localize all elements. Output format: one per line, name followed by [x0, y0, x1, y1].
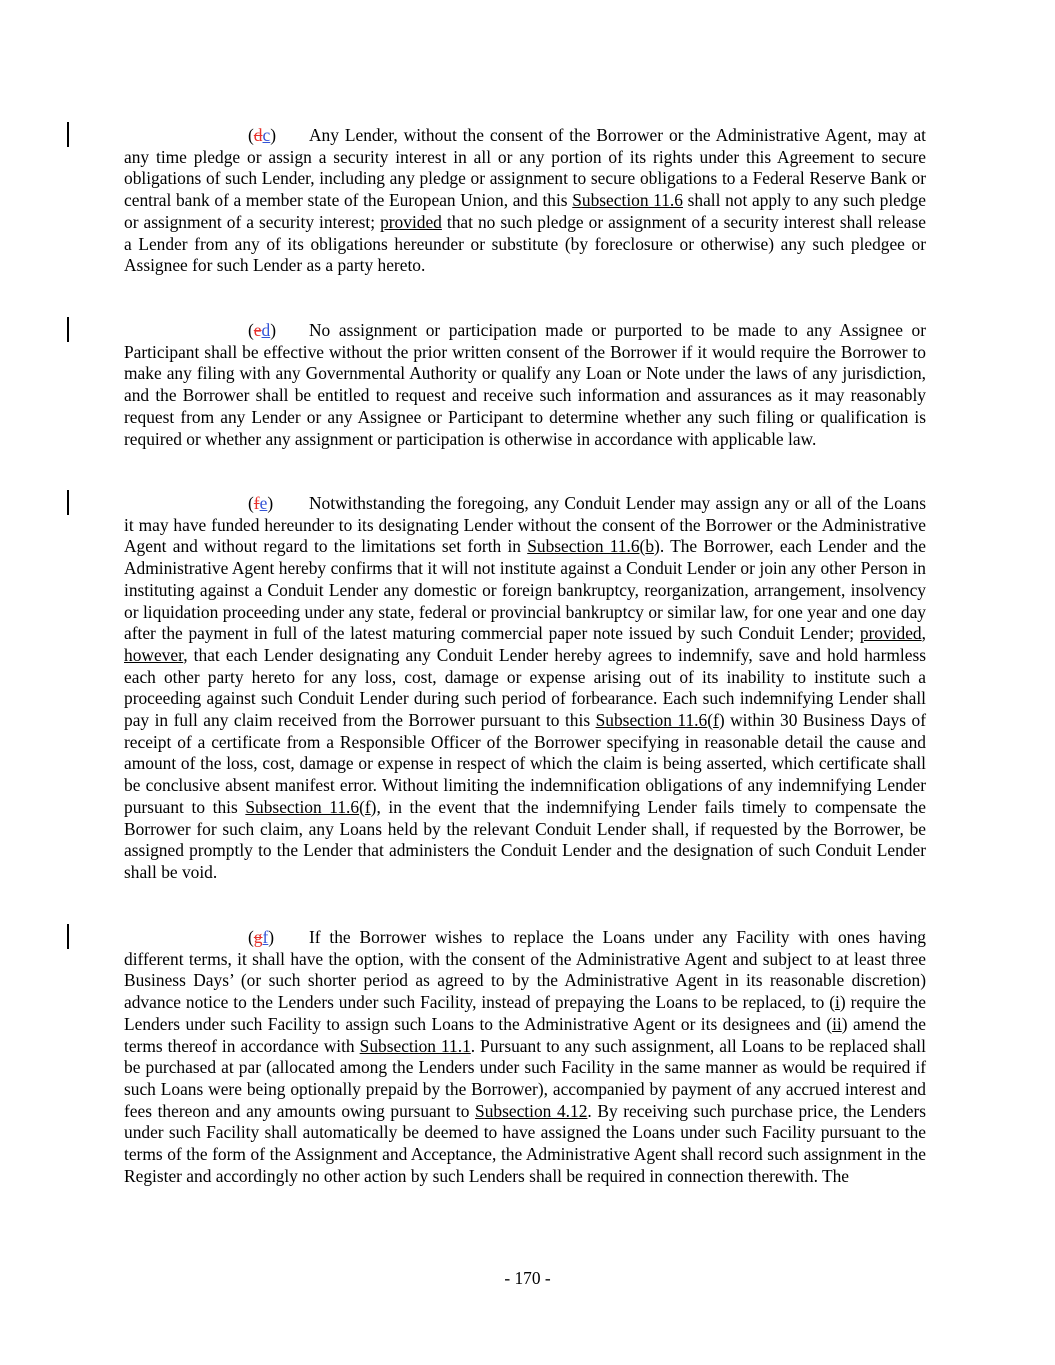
underlined-reference: Subsection 11.6 [527, 536, 640, 557]
text-segment: ) amend the terms thereof in accordance with [124, 1013, 926, 1056]
text-segment: . By receiving such purchase price, the Lenders under such Facility shall automatically be deemed to have assigned the Loans under such Facility pursuant to the terms of the form of the Assignment and Acceptance, the Administrative Agent shall record such assignment in the Register and accordingly no other action by such Lenders shall be required in connection therewith. The [124, 1100, 927, 1186]
text-segment: ( [639, 536, 646, 557]
paragraph-label: (ed) [248, 320, 277, 340]
underlined-reference: f [713, 710, 719, 731]
text-segment: ), in the event that the indemnifying Lender fails timely to compensate the Borrower for such claim, any Loans held by the relevant Conduit Lender shall, if requested by the Borrower, be assigned promptly to the Lender that administers the Conduit Lender and the designation of such Conduit Lender shall be void. [124, 796, 926, 882]
paragraph-label: (gf) [248, 927, 275, 947]
paragraph-f [124, 927, 926, 1187]
paragraph-label: (dc) [248, 125, 277, 145]
change-bar [67, 122, 69, 147]
underlined-reference: however [124, 644, 184, 665]
text-segment: ( [707, 710, 714, 731]
text-segment: that no such pledge or assignment of a security interest shall release a Lender from any of its obligations hereunder or substitute (by foreclosure or otherwise) any such pledgee or Assignee for such Lender as a party hereto. [124, 211, 926, 276]
text-segment: ). The Borrower, each Lender and the Administrative Agent hereby confirms that it will not institute against a Conduit Lender or join any other Person in instituting against a Conduit Lender any domestic or foreign bankruptcy, reorganization, arrangement, insolvency or liquidation proceeding under any state, federal or provincial bankruptcy or similar law, for one year and one day after the payment in full of the latest maturing commercial paper note issued by such Conduit Lender; [124, 536, 926, 644]
underlined-reference: ii [832, 1013, 842, 1034]
text-segment: , that each Lender designating any Conduit Lender hereby agrees to indemnify, save and hold harmless each other party hereto for any loss, cost, damage or expense arising out of its inability to institute such a proceeding against such Conduit Lender during such period of forbearance. Each such indemnifying Lender shall pay in full any claim received from the Borrower pursuant to this [124, 644, 926, 731]
underlined-reference: Subsection 11.6 [245, 796, 360, 817]
underlined-reference: i [835, 992, 840, 1013]
deleted-letter: g [253, 927, 263, 947]
underlined-reference: Subsection 4.12 [475, 1100, 588, 1121]
text-segment: ) require the Lenders under such Facility to assign such Loans to the Administrative Agent or its designees and ( [124, 992, 926, 1034]
paragraph-e [124, 493, 926, 884]
inserted-letter: f [262, 927, 269, 947]
inserted-letter: d [261, 320, 271, 340]
underlined-reference: f [364, 796, 371, 817]
text-segment: , [921, 623, 926, 644]
change-bar [67, 924, 69, 949]
underlined-reference: provided [859, 623, 922, 644]
deleted-letter: d [253, 125, 263, 145]
text-segment: No assignment or participation made or purported to be made to any Assignee or Participant shall be effective without the prior written consent of the Borrower if it would require the Borrower to make any filing with any Governmental Authority or qualify any Loan or Note under the laws of any jurisdiction, and the Borrower shall be entitled to request and receive such information and assurances as it may reasonably request from any Lender or any Assignee or Participant to determine whether any such filing or qualification is required or whether any assignment or participation is otherwise in accordance with applicable law. [124, 320, 926, 449]
change-bar [67, 490, 69, 515]
underlined-reference: provided [380, 211, 442, 232]
text-segment: . Pursuant to any such assignment, all Loans to be replaced shall be purchased at par (allocated among the Lenders under such Facility in the same manner as would be required if such Loans were being optionally prepaid by the Borrower), accompanied by payment of any accrued interest and fees thereon and any amounts owing pursuant to [124, 1035, 926, 1121]
text-segment: ) within 30 Business Days of receipt of a certificate from a Responsible Officer of the Borrower specifying in reasonable detail the cause and amount of the loss, cost, damage or expense in respect of which the claim is being asserted, which certificate shall be conclusive absent manifest error. Without limiting the indemnification obligations of any indemnifying Lender pursuant to this [124, 710, 926, 817]
inserted-letter: e [259, 493, 268, 513]
text-segment: ( [359, 796, 365, 817]
inserted-letter: c [262, 125, 271, 145]
deleted-letter: e [253, 320, 262, 340]
text-segment: Notwithstanding the foregoing, any Conduit Lender may assign any or all of the Loans it may have funded hereunder to its designating Lender without the consent of the Borrower or the Administrative Agent and without regard to the limitations set forth in [124, 493, 926, 557]
text-segment: Any Lender, without the consent of the Borrower or the Administrative Agent, may at any time pledge or assign a security interest in all or any portion of its rights under this Agreement to secure obligations of such Lender, including any pledge or assignment to secure obligations to a Federal Reserve Bank or central bank of a member state of the European Union, and this [124, 125, 926, 211]
paragraph-c [124, 125, 926, 277]
underlined-reference: Subsection 11.6 [572, 190, 683, 211]
deleted-letter: f [253, 493, 260, 513]
underlined-reference: Subsection 11.6 [595, 710, 708, 731]
change-bar [67, 317, 69, 342]
page-number: - 170 - [504, 1268, 551, 1288]
underlined-reference: Subsection 11.1 [359, 1035, 471, 1056]
text-segment: shall not apply to any such pledge or assignment of a security interest; [124, 190, 926, 232]
paragraph-label: (fe) [248, 493, 274, 513]
paragraph-d [124, 320, 926, 450]
text-segment: If the Borrower wishes to replace the Loans under any Facility with ones having different terms, it shall have the option, with the consent of the Administrative Agent and subject to at least three Business Days’ (or such shorter period as agreed to by the Administrative Agent in its reasonable discretion) advance notice to the Lenders under such Facility, instead of prepaying the Loans to be replaced, to ( [124, 927, 926, 1013]
underlined-reference: b [645, 536, 655, 557]
